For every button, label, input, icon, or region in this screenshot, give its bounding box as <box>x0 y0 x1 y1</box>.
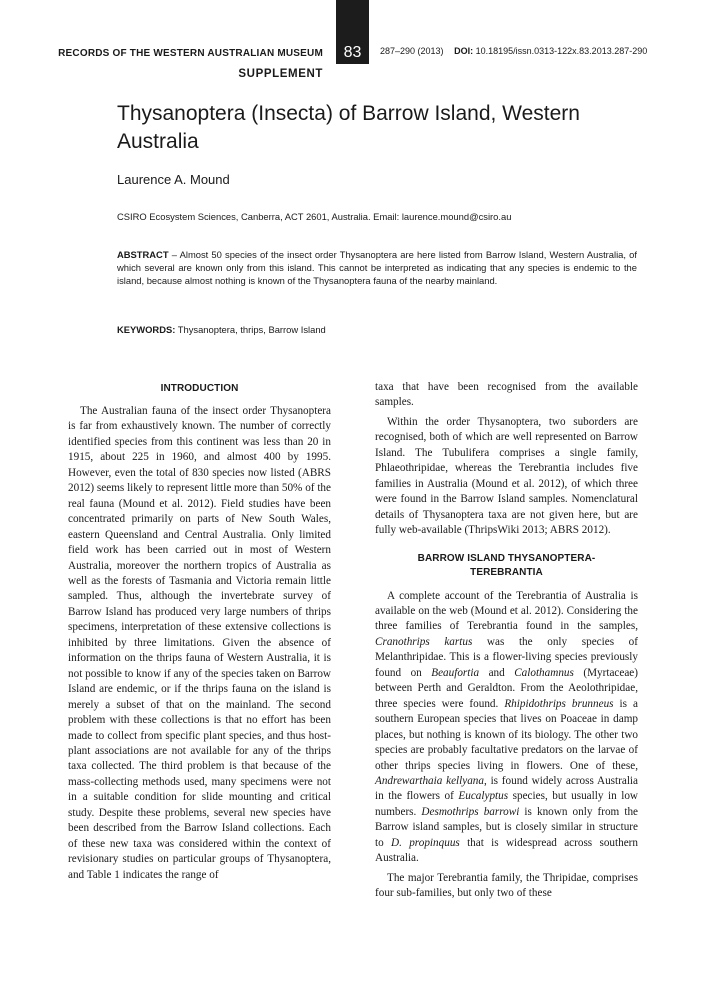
doi-link[interactable]: 10.18195/issn.0313-122x.83.2013.287-290 <box>475 46 648 56</box>
article-title: Thysanoptera (Insecta) of Barrow Island, Western Australia <box>117 102 580 153</box>
text-run: is known only from the Barrow island samples, but is closely similar in structure to <box>375 805 638 849</box>
text-run: A complete account of the Terebrantia of Australia is available on the web (Mound et al. 2012). Considering the three families of Terebrantia found in the samples, <box>375 589 638 633</box>
text-run: , is found widely across Australia in the flowers of <box>375 774 638 803</box>
body-column-right <box>375 380 638 902</box>
doi-label: DOI: <box>454 46 474 56</box>
species-name: Desmothrips barrowi <box>421 805 520 818</box>
paragraph-intro-1: The Australian fauna of the insect order Thysanoptera is far from exhaustively known. The number of correctly identified species from this continent was less than 20 in 1915, about 225 in 1960, and almost 400 by 1995. However, even the total of 830 species now listed (ABRS 2012) seems likely to represent little more than 50% of the real fauna (Mound et al. 2012). Field studies have been concentrated primarily on parts of New South Wales, eastern Queensland and Central Australia. Only limited field work has been carried out in most of Western Australia, moreover the northern tropics of Australia as well as the forests of Tasmania and Victoria remain little sampled. Thus, although the invertebrate survey of Barrow Island has produced very large numbers of thrips specimens, interpretation of these extensive collections is inhibited by three limitations. Given the absence of information on the thrips fauna of Western Australia, it is not possible to know if any of the species taken on Barrow Island are endemic, or if the thrips fauna on the island is merely a subset of that on the mainland. The second problem with these collections is that no effort has been made to collect from specific plant species, and thus host-plant associations are not available for any of the thrips taxa collected. The third problem is that because of the mass-collecting methods used, many specimens were not in a suitable condition for slide mounting and critical study. Despite these problems, several new species have been described from the Barrow Island collections. Each of these new taxa was considered within the context of revisionary studies on particular groups of Thysanoptera, and Table 1 indicates the range of <box>68 405 331 881</box>
text-run: species, but usually in low numbers. <box>375 790 638 818</box>
abstract-text: – Almost 50 species of the insect order Thysanoptera are here listed from Barrow Island, Western Australia, of which several are known only from this island. This cannot be interpreted as indicating that any species is endemic to the island, because almost nothing is known of the Thysanoptera fauna of the nearby mainland. <box>117 249 637 287</box>
text-run: and <box>479 666 515 679</box>
text-run: is a southern European species that lives on Poaceae in damp places, but nothing is known of its biology. The other two species are probably facultative predators on the larvae of other thrips species living in flowers. One of these, <box>375 697 638 772</box>
keywords-text: Thysanoptera, thrips, Barrow Island <box>175 324 326 335</box>
page-range: 287–290 (2013) <box>380 46 444 56</box>
running-header-journal <box>58 44 323 84</box>
genus-name: Eucalyptus <box>458 790 509 803</box>
text-run: was the only species of Melanthripidae. This is a flower-living species previously found on <box>375 635 638 679</box>
genus-name: Calothamnus <box>514 666 574 679</box>
paragraph-terebrantia-2: The major Terebrantia family, the Thripidae, comprises four sub-families, but only two of these <box>375 871 638 900</box>
keywords-label: KEYWORDS: <box>117 324 176 335</box>
species-name: D. propinquus <box>391 836 460 849</box>
supplement-label: SUPPLEMENT <box>238 68 323 80</box>
section-heading-terebrantia <box>375 552 638 580</box>
journal-name: RECORDS OF THE WESTERN AUSTRALIAN MUSEUM <box>58 48 323 59</box>
section-heading-introduction: INTRODUCTION <box>160 383 239 394</box>
heading-line-2: TEREBRANTIA <box>470 566 543 578</box>
genus-name: Beaufortia <box>431 666 480 679</box>
author-affiliation: CSIRO Ecosystem Sciences, Canberra, ACT 2601, Australia. Email: laurence.mound@csiro.au <box>117 211 512 222</box>
volume-badge <box>336 0 369 64</box>
species-name: Rhipidothrips brunneus <box>504 697 614 710</box>
paragraph-intro-2: Within the order Thysanoptera, two suborders are recognised, both of which are well represented on Barrow Island. The Tubulifera comprises a single family, Phlaeothripidae, whereas the Terebrantia includes five families in Australia (Mound et al. 2012), of which three were found in the Barrow Island samples. Nomenclatural details of Thysanoptera taxa are not given here, but are fully web-available (ThripsWiki 2013; ABRS 2012). <box>375 415 638 537</box>
heading-line-1: BARROW ISLAND THYSANOPTERA- <box>417 552 596 564</box>
text-run: (Myrtaceae) between Perth and Geraldton. From the Aeolothripidae, three species were found. <box>375 666 638 710</box>
text-run: that is widespread across southern Australia. <box>375 836 638 865</box>
body-column-left <box>68 380 331 883</box>
species-name: Andrewarthaia kellyana <box>375 774 484 787</box>
author-name: Laurence A. Mound <box>117 172 230 187</box>
paragraph-terebrantia-1 <box>375 589 638 867</box>
running-header-citation <box>380 46 647 56</box>
abstract-label: ABSTRACT <box>117 249 169 260</box>
abstract <box>117 248 637 288</box>
paragraph-intro-1-continued: taxa that have been recognised from the available samples. <box>375 381 638 409</box>
keywords <box>117 324 326 335</box>
species-name: Cranothrips kartus <box>375 635 473 648</box>
volume-number: 83 <box>343 44 362 61</box>
